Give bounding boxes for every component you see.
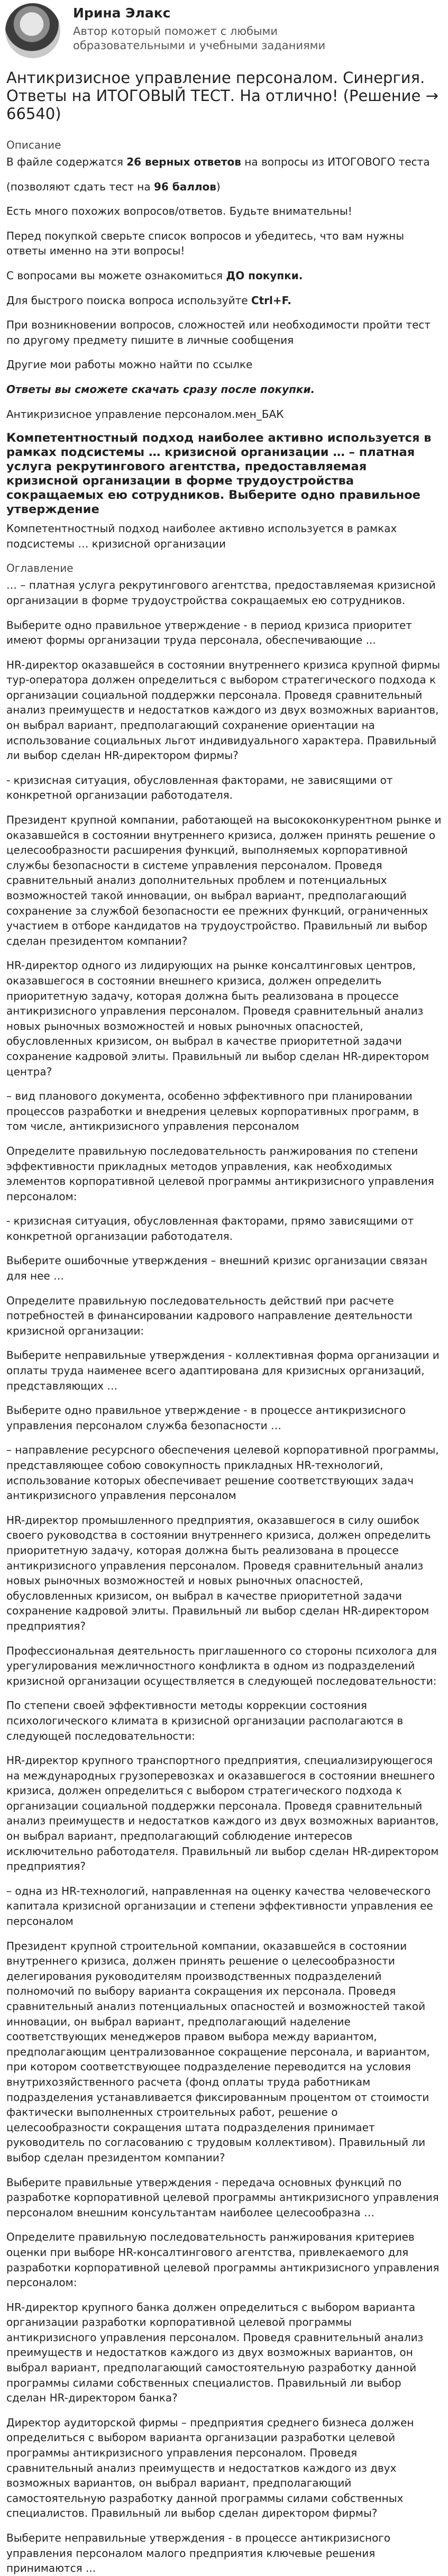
question-item: HR-директор оказавшейся в состоянии внутреннего кризиса крупной фирмы тур-оператора должен определиться с выбором стратегического подхода к организации социальной поддержки персонала. Проведя сравнительный анализ преимуществ и недостатков каждого из двух возможных вариантов, он выбрал вариант, предполагающий сохранение ориентации на использование социальных льгот индивидуального характера. Правильный ли выбор сделан HR-директором фирмы?	[6, 658, 441, 762]
question-item: Выберите правильные утверждения - передача основных функций по разработке корпоративной целевой программы антикризисного управления персоналом внешним консультантам наиболее целесообразна …	[6, 2176, 439, 2219]
intro-line-3: Есть много похожих вопросов/ответов. Будьте внимательны!	[6, 205, 352, 218]
question-item: HR-директор крупного банка должен определиться с выбором варианта организации разработки корпоративной целевой программы антикризисного управления персоналом. Проведя сравнительный анализ преимуществ и недостатков каждого из двух возможных вариантов, он выбрал вариант, предполагающий самостоятельную разработку данной программы силами собственных специалистов. Правильный ли выбор сделан HR-директором банка?	[6, 2300, 424, 2405]
lead-text: Компетентностный подход наиболее активно используется в рамках подсистемы … кризисной организации	[6, 522, 397, 550]
question-item: Выберите ошибочные утверждения – внешний кризис организации связан для нее …	[6, 1254, 427, 1283]
author-name[interactable]: Ирина Элакс	[73, 5, 171, 21]
question-item: – направление ресурсного обеспечения целевой корпоративной программы, представляющее собою совокупность прикладных HR-технологий, использование которых обеспечивает решение соответствующих задач антикризисного управления персоналом	[6, 1444, 439, 1502]
question-item: – вид планового документа, особенно эффективного при планировании процессов разработки и внедрения целевых корпоративных программ, в том числе, антикризисного управления персоналом	[6, 1090, 419, 1133]
question-item: - кризисная ситуация, обусловленная факторами, не зависящими от конкретной организации работодателя.	[6, 773, 393, 802]
question-item: Выберите неправильные утверждения - коллективная форма организации и оплаты труда наименее всего адаптирована для кризисных организаций, представляющих …	[6, 1349, 440, 1392]
intro-line-4: Перед покупкой сверьте список вопросов и убедитесь, что вам нужны ответы именно на эти вопросы!	[6, 229, 404, 258]
description-label: Описание	[6, 139, 61, 151]
question-item: HR-директор крупного транспортного предприятия, специализирующегося на международных грузоперевозках и оказавшегося в состоянии внешнего кризиса, должен определиться с выбором стратегического подхода к организации социальной поддержки персонала. Проведя сравнительный анализ преимуществ и недостатков каждого из двух возможных вариантов, он выбрал вариант, предполагающий соблюдение интересов исключительно работодателя. Правильный ли выбор сделан HR-директором предприятия?	[6, 1754, 439, 1873]
intro-line-6: Для быстрого поиска вопроса используйте Ctrl+F.	[6, 294, 291, 307]
intro-line-8[interactable]: Другие мои работы можно найти по ссылке	[6, 358, 253, 371]
intro-line-9: Ответы вы сможете скачать сразу после покупки.	[6, 382, 315, 396]
toc-label: Оглавление	[6, 562, 74, 575]
question-item: Президент крупной строительной компании, оказавшейся в состоянии внутреннего кризиса, должен принять решение о целесообразности делегирования руководителям производственных подразделений полномочий по выбору варианта сокращения их персонала. Проведя сравнительный анализ потенциальных опасностей и возможностей такой инновации, он выбрал вариант, предполагающий наделение соответствующих менеджеров правом выбора между вариантом, предполагающим централизованное сокращение персонала, и вариантом, при котором соответствующее подразделение переводится на условия внутрихозяйственного расчета (фонд оплаты труда работникам подразделения устанавливается фиксированным процентом от стоимости фактически выполненных строительных работ, решение о целесообразности сокращения штата подразделения принимает руководитель по согласованию с трудовым коллективом). Правильный ли выбор сделан президентом компании?	[6, 1939, 430, 2164]
page-title: Антикризисное управление персоналом. Синергия. Ответы на ИТОГОВЫЙ ТЕСТ. На отлично! (Решение → 66540)	[6, 69, 438, 123]
author-card	[0, 0, 448, 59]
author-description: Автор который поможет с любыми образовательными и учебными заданиями	[73, 25, 326, 52]
question-item: Определите правильную последовательность ранжирования по степени эффективности прикладных методов управления, как необходимых элементов корпоративной целевой программы антикризисного управления персоналом:	[6, 1144, 434, 1203]
intro-line-2: (позволяют сдать тест на 96 баллов)	[6, 180, 221, 193]
question-item: Определите правильную последовательность действий при расчете потребностей в финансировании кадрового направление деятельности кризисной организации:	[6, 1294, 413, 1337]
question-item: По степени своей эффективности методы коррекции состояния психологического климата в кризисной организации располагаются в следующей последовательности:	[6, 1699, 404, 1742]
question-item: - кризисная ситуация, обусловленная факторами, прямо зависящими от конкретной организации работодателя.	[6, 1214, 414, 1243]
question-item: Выберите одно правильное утверждение - в период кризиса приоритет имеют формы организации труда персонала, обеспечивающие ...	[6, 618, 412, 647]
intro-line-1: В файле содержатся 26 верных ответов на вопросы из ИТОГОВОГО теста	[6, 156, 430, 168]
intro-line-7: При возникновении вопросов, сложностей или необходимости пройти тест по другому предмету пишите в личные сообщения	[6, 318, 431, 346]
question-item: Выберите неправильные утверждения - в процессе антикризисного управления персоналом малого предприятия ключевые решения принимаются ...	[6, 2532, 391, 2575]
question-item: HR-директор одного из лидирующих на рынке консалтинговых центров, оказавшегося в состоянии внешнего кризиса, должен определить приоритетную задачу, которая должна быть реализована в процессе антикризисного управления персоналом. Проведя сравнительный анализ новых рыночных возможностей и новых рыночных опасностей, обусловленных кризисом, он выбрал в качестве приоритетной задачи сохранение кадровой элиты. Правильный ли выбор сделан HR-директором центра?	[6, 959, 429, 1078]
questions-list	[6, 578, 442, 2575]
intro-line-5: С вопросами вы можете ознакомиться ДО покупки.	[6, 269, 303, 282]
lead-question: Компетентностный подход наиболее активно используется в рамках подсистемы … кризисной организации … – платная услуга рекрутингового агентства, предоставляемая кризисной организации в форме трудоустройства сокращаемых ею сотрудников. Выберите одно правильное утверждение	[6, 431, 432, 517]
content	[0, 59, 448, 2576]
intro-line-10: Антикризисное управление персоналом.мен_БАК	[6, 407, 284, 421]
question-item: – одна из HR-технологий, направленная на оценку качества человеческого капитала кризисной организации и степени эффективности управления ее персоналом	[6, 1884, 433, 1928]
question-item: Определите правильную последовательность ранжирования критериев оценки при выборе HR-консалтингового агентства, привлекаемого для разработки корпоративной целевой программы антикризисного управления персоналом:	[6, 2231, 440, 2289]
author-info	[73, 3, 369, 53]
avatar[interactable]	[5, 3, 60, 58]
question-item: Директор аудиторской фирмы – предприятия среднего бизнеса должен определиться с выбором варианта организации разработки целевой программы антикризисного управления персоналом. Проведя сравнительный анализ преимуществ и недостатков каждого из двух возможных вариантов, он выбрал вариант, предполагающий самостоятельную разработку данной программы силами собственных специалистов. Правильный ли выбор сделан директором фирмы?	[6, 2416, 414, 2520]
question-item: Выберите одно правильное утверждение - в процессе антикризисного управления персоналом служба безопасности …	[6, 1404, 406, 1432]
question-item: Президент крупной компании, работающей на высококонкурентном рынке и оказавшейся в состоянии внутреннего кризиса, должен принять решение о целесообразности расширения функций, выполняемых корпоративной службы безопасности в системе управления персоналом. Проведя сравнительный анализ дополнительных проблем и потенциальных возможностей такой инновации, он выбрал вариант, предполагающий сохранение за службой безопасности ее прежних функций, ограниченных участием в отборе кандидатов на трудоустройство. Правильный ли выбор сделан президентом компании?	[6, 814, 442, 947]
question-item: … – платная услуга рекрутингового агентства, предоставляемая кризисной организации в форме трудоустройства сокращаемых ею сотрудников.	[6, 579, 436, 607]
question-item: Профессиональная деятельность приглашенного со стороны психолога для урегулирования межличностного конфликта в одном из подразделений кризисной организации осуществляется в следующей последовательности:	[6, 1644, 437, 1687]
question-item: HR-директор промышленного предприятия, оказавшегося в силу ошибок своего руководства в состоянии внутреннего кризиса, должен определить приоритетную задачу, которая должна быть реализована в процессе антикризисного управления персоналом. Проведя сравнительный анализ новых рыночных возможностей и новых рыночных опасностей, обусловленных кризисом, он выбрал в качестве приоритетной задачи сохранение кадровой элиты. Правильный ли выбор сделан HR-директором предприятия?	[6, 1513, 431, 1632]
